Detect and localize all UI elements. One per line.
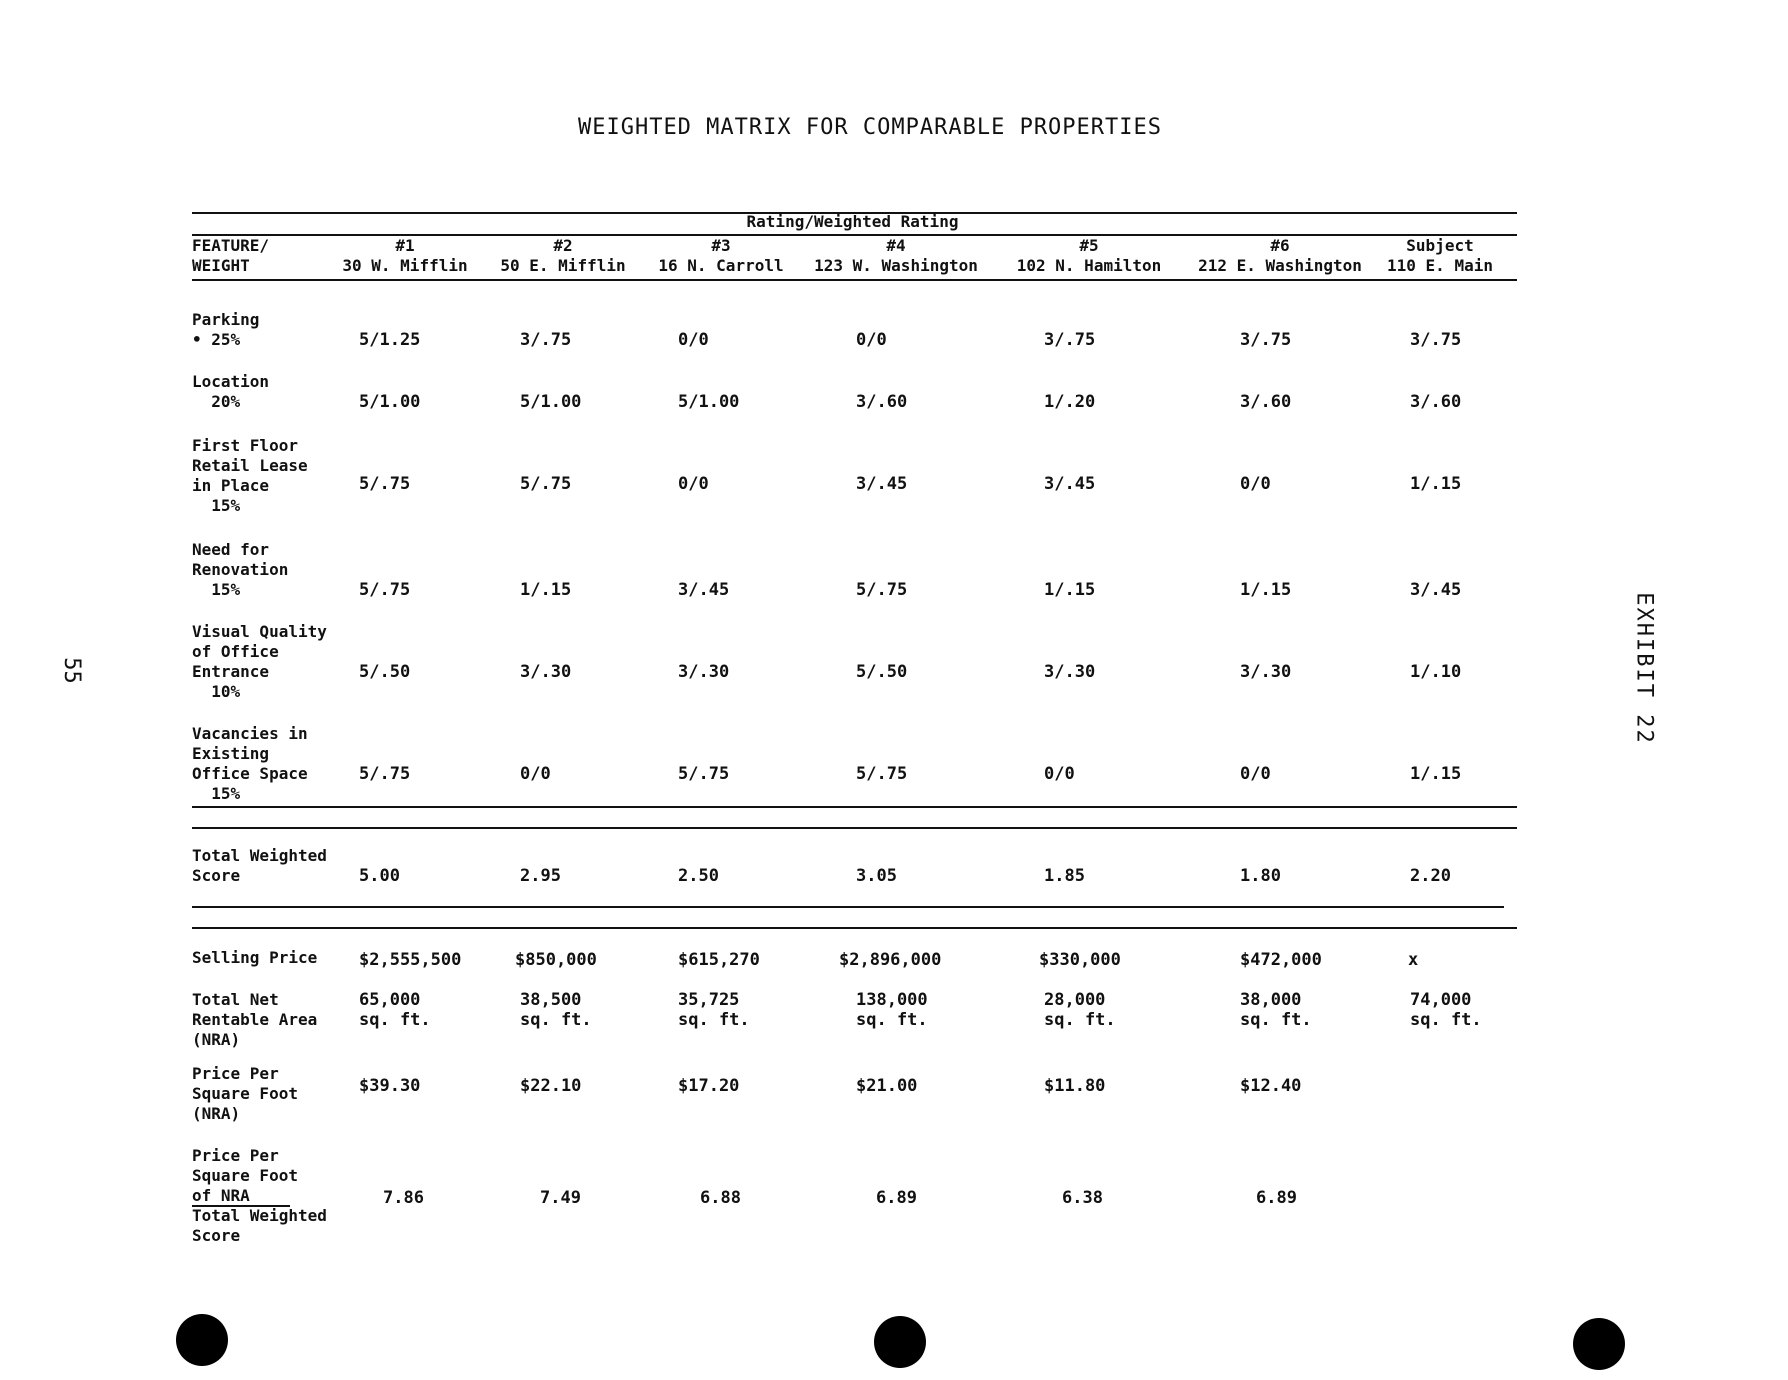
rating-cell: 3/.30 [1240, 662, 1292, 682]
price-cell: 38,000 sq. ft. [1240, 990, 1312, 1030]
label-line: Vacancies in [192, 724, 308, 743]
feature-header-line2: WEIGHT [192, 256, 250, 275]
rating-cell: 5/.75 [359, 474, 411, 494]
rating-cell: 3/.60 [856, 392, 908, 412]
label-line: Square Foot [192, 1084, 298, 1103]
rating-cell: 0/0 [678, 474, 709, 494]
label-line: Price Per [192, 1146, 279, 1165]
label-line: Need for [192, 540, 270, 559]
rating-cell: 5/.75 [856, 580, 908, 600]
page-title: WEIGHTED MATRIX FOR COMPARABLE PROPERTIES [577, 115, 1163, 140]
rating-cell: 5/1.00 [678, 392, 740, 412]
section-rule [192, 906, 1504, 908]
price-cell: x [1408, 950, 1419, 970]
rating-cell: 5/1.25 [359, 330, 421, 350]
rating-cell: 0/0 [520, 764, 551, 784]
rating-cell: 1/.15 [1410, 764, 1462, 784]
column-header-3 [646, 236, 796, 276]
row-label-price-per-score [192, 1146, 327, 1246]
price-cell: $472,000 [1240, 950, 1322, 970]
row-label-price-per-sqft [192, 1064, 298, 1124]
rating-cell: 0/0 [1240, 764, 1271, 784]
label-line: Parking [192, 310, 260, 329]
label-line: Office Space [192, 764, 308, 783]
column-address: 30 W. Mifflin [342, 256, 468, 275]
total-score-cell: 3.05 [856, 866, 897, 886]
punch-hole-left [176, 1314, 228, 1366]
rating-cell: 1/.15 [1410, 474, 1462, 494]
label-line: 10% [192, 682, 241, 701]
row-label-vacancies [192, 724, 308, 804]
total-score-cell: 1.85 [1044, 866, 1085, 886]
label-line: (NRA) [192, 1104, 241, 1123]
price-cell: $21.00 [856, 1076, 918, 1096]
rating-cell: 3/.30 [520, 662, 572, 682]
header-rule [192, 279, 1517, 281]
price-cell: $2,555,500 [359, 950, 462, 970]
price-cell: 28,000 sq. ft. [1044, 990, 1116, 1030]
rating-cell: 0/0 [1240, 474, 1271, 494]
column-address: 212 E. Washington [1198, 256, 1362, 275]
price-cell: $17.20 [678, 1076, 740, 1096]
section-rule [192, 827, 1517, 829]
rating-cell: 0/0 [1044, 764, 1075, 784]
label-line: (NRA) [192, 1030, 241, 1049]
rating-cell: 3/.75 [1044, 330, 1096, 350]
price-cell: 65,000 sq. ft. [359, 990, 431, 1030]
rating-cell: 5/.50 [359, 662, 411, 682]
rating-cell: 3/.45 [1044, 474, 1096, 494]
rating-cell: 5/1.00 [359, 392, 421, 412]
column-header-1 [330, 236, 480, 276]
column-header-6 [1190, 236, 1370, 276]
price-cell: 6.89 [1256, 1188, 1297, 1208]
label-line: of Office [192, 642, 279, 661]
price-cell: 6.89 [876, 1188, 917, 1208]
rating-cell: 3/.75 [520, 330, 572, 350]
rating-cell: 5/.75 [359, 580, 411, 600]
column-address: 16 N. Carroll [658, 256, 784, 275]
row-label-selling-price [192, 948, 317, 968]
label-line: Total Weighted [192, 1206, 327, 1225]
label-line: 15% [192, 580, 241, 599]
label-line: 15% [192, 784, 241, 803]
column-address: 102 N. Hamilton [1016, 256, 1162, 275]
price-cell: 7.86 [383, 1188, 424, 1208]
row-label-parking [192, 310, 259, 350]
price-cell: 35,725 sq. ft. [678, 990, 750, 1030]
total-score-cell: 2.20 [1410, 866, 1451, 886]
column-header-4 [806, 236, 986, 276]
rating-cell: 1/.10 [1410, 662, 1462, 682]
price-cell: 74,000 sq. ft. [1410, 990, 1482, 1030]
label-line: 20% [192, 392, 241, 411]
label-line: of NRA [192, 1186, 290, 1207]
total-score-cell: 2.50 [678, 866, 719, 886]
rating-cell: 1/.15 [520, 580, 572, 600]
label-line: Location [192, 372, 270, 391]
label-line: First Floor [192, 436, 298, 455]
label-line: Square Foot [192, 1166, 298, 1185]
price-cell: 6.88 [700, 1188, 741, 1208]
rating-cell: 5/.75 [359, 764, 411, 784]
column-header-subject [1380, 236, 1500, 276]
feature-weight-header [192, 236, 269, 276]
label-line: Rentable Area [192, 1010, 318, 1029]
rating-cell: 3/.45 [856, 474, 908, 494]
column-header-2 [488, 236, 638, 276]
rating-cell: 3/.60 [1410, 392, 1462, 412]
rating-cell: 3/.75 [1410, 330, 1462, 350]
rating-cell: 3/.30 [678, 662, 730, 682]
row-label-location [192, 372, 269, 412]
exhibit-label: EXHIBIT 22 [1631, 592, 1657, 745]
page-number: 55 [58, 657, 84, 684]
rating-cell: 0/0 [678, 330, 709, 350]
rating-cell: 3/.30 [1044, 662, 1096, 682]
total-score-cell: 5.00 [359, 866, 400, 886]
label-line: Selling Price [192, 948, 318, 967]
punch-hole-right [1573, 1318, 1625, 1370]
label-line: Retail Lease [192, 456, 308, 475]
section-rule [192, 927, 1517, 929]
label-line: 15% [192, 496, 241, 515]
label-line: • 25% [192, 330, 241, 349]
label-line: Existing [192, 744, 270, 763]
rating-cell: 1/.15 [1240, 580, 1292, 600]
rating-cell: 5/.75 [520, 474, 572, 494]
price-cell: $330,000 [1039, 950, 1121, 970]
column-number: Subject [1406, 236, 1474, 255]
group-header: Rating/Weighted Rating [746, 212, 959, 231]
column-number: #1 [395, 236, 415, 255]
rating-cell: 0/0 [856, 330, 887, 350]
column-address: 110 E. Main [1387, 256, 1493, 275]
rating-cell: 3/.45 [678, 580, 730, 600]
rating-cell: 3/.60 [1240, 392, 1292, 412]
total-score-cell: 1.80 [1240, 866, 1281, 886]
column-number: #2 [553, 236, 573, 255]
column-number: #5 [1079, 236, 1099, 255]
price-cell: $39.30 [359, 1076, 421, 1096]
label-line: Entrance [192, 662, 270, 681]
feature-header-line1: FEATURE/ [192, 236, 270, 255]
label-line: Score [192, 866, 241, 885]
rating-cell: 1/.15 [1044, 580, 1096, 600]
price-cell: $11.80 [1044, 1076, 1106, 1096]
price-cell: $22.10 [520, 1076, 582, 1096]
label-line: Total Weighted [192, 846, 327, 865]
rating-cell: 3/.75 [1240, 330, 1292, 350]
price-cell: $2,896,000 [839, 950, 942, 970]
rating-cell: 3/.45 [1410, 580, 1462, 600]
row-label-net-rentable-area [192, 990, 317, 1050]
punch-hole-center [874, 1316, 926, 1368]
column-number: #4 [886, 236, 906, 255]
label-line: Renovation [192, 560, 289, 579]
label-line: Price Per [192, 1064, 279, 1083]
section-rule [192, 806, 1517, 808]
column-address: 123 W. Washington [814, 256, 978, 275]
price-cell: 138,000 sq. ft. [856, 990, 928, 1030]
price-cell: 6.38 [1062, 1188, 1103, 1208]
rating-cell: 5/.75 [678, 764, 730, 784]
row-label-renovation [192, 540, 288, 600]
label-line: in Place [192, 476, 270, 495]
price-cell: 38,500 sq. ft. [520, 990, 592, 1030]
price-cell: $850,000 [515, 950, 597, 970]
row-label-visual-quality [192, 622, 327, 702]
total-score-cell: 2.95 [520, 866, 561, 886]
rating-cell: 1/.20 [1044, 392, 1096, 412]
column-number: #3 [711, 236, 731, 255]
column-number: #6 [1270, 236, 1290, 255]
label-line: Score [192, 1226, 241, 1245]
label-line: Visual Quality [192, 622, 327, 641]
row-label-total-weighted [192, 846, 327, 886]
price-cell: $12.40 [1240, 1076, 1302, 1096]
row-label-retail-lease [192, 436, 308, 516]
price-cell: 7.49 [540, 1188, 581, 1208]
rating-cell: 5/.75 [856, 764, 908, 784]
column-address: 50 E. Mifflin [500, 256, 626, 275]
column-header-5 [1004, 236, 1174, 276]
rating-cell: 5/1.00 [520, 392, 582, 412]
label-line: Total Net [192, 990, 279, 1009]
rating-cell: 5/.50 [856, 662, 908, 682]
price-cell: $615,270 [678, 950, 760, 970]
